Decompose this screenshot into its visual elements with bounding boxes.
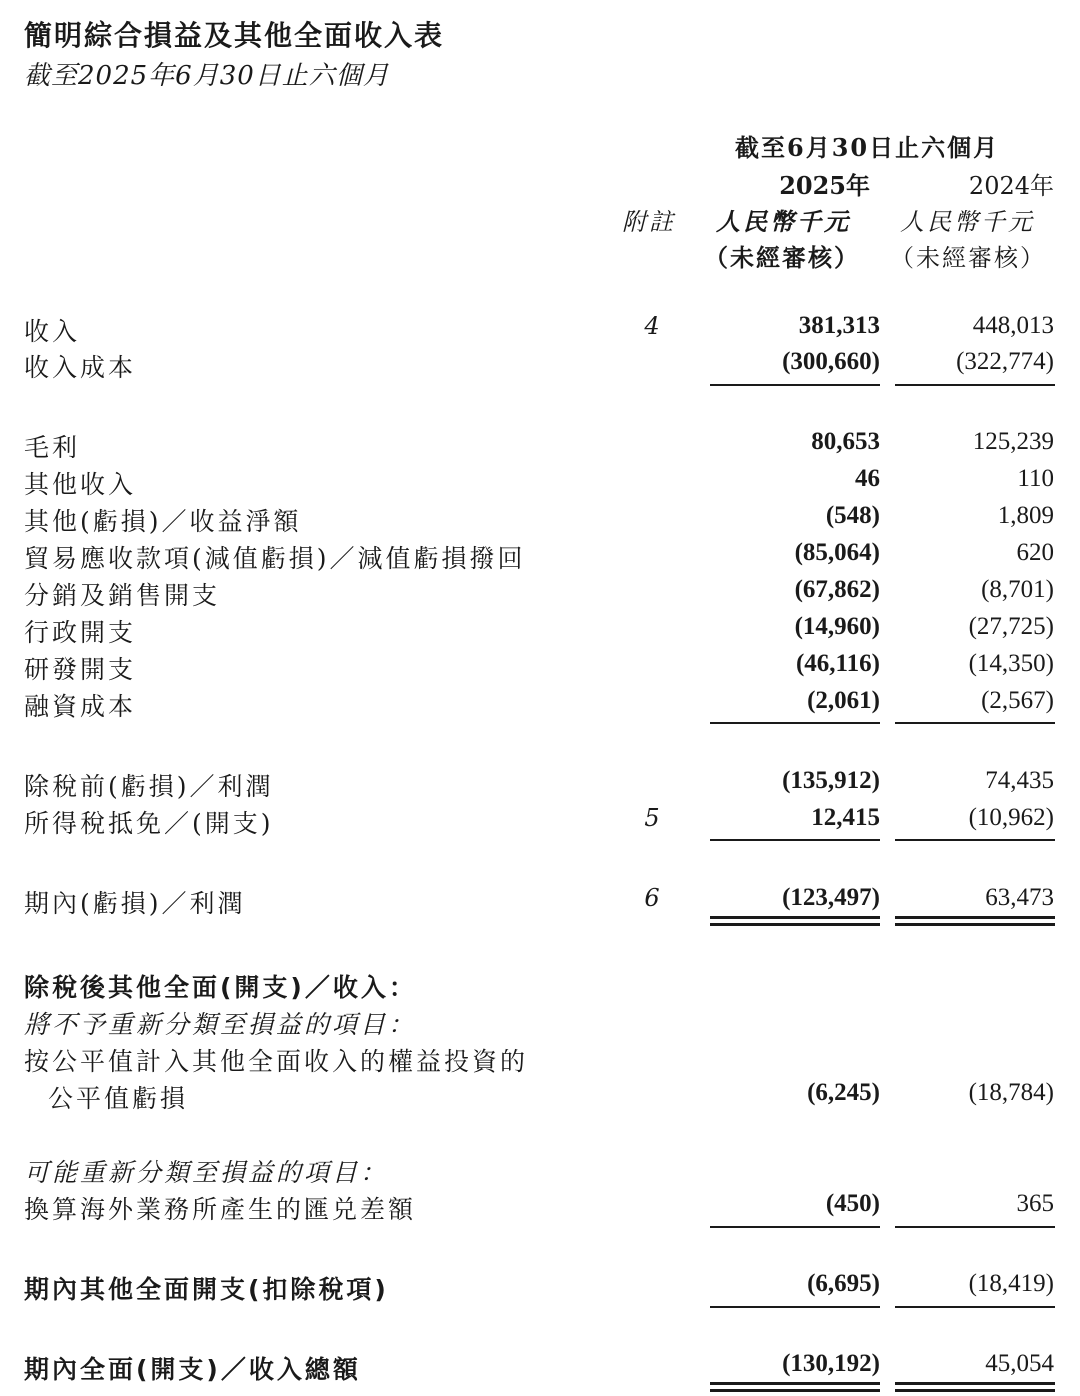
- row-admin-expenses: [0, 613, 1080, 649]
- value-2024: 1,809: [997, 502, 1054, 529]
- period-header: 截至6月30日止六個月: [735, 133, 1000, 162]
- row-label: 貿易應收款項(減值虧損)／減值虧損撥回: [24, 544, 526, 573]
- value-2025: (6,695): [807, 1270, 880, 1297]
- value-2024: (10,962): [968, 804, 1054, 831]
- row-fx-difference: [0, 1190, 1080, 1226]
- row-fvoci-line1: [0, 1042, 1080, 1078]
- subtotal-rule-2024: [895, 1306, 1055, 1308]
- row-other-income: [0, 465, 1080, 501]
- note-column-label: 附註: [622, 208, 676, 236]
- subtotal-rule-2024: [895, 839, 1055, 841]
- row-fvoci-loss: [0, 1079, 1080, 1115]
- statement-subtitle: 截至2025年6月30日止六個月: [24, 61, 390, 91]
- row-label: 研發開支: [24, 655, 137, 684]
- row-impairment: [0, 539, 1080, 575]
- value-2024: (18,419): [968, 1270, 1054, 1297]
- row-note: 6: [644, 884, 660, 912]
- value-2025: 46: [855, 465, 880, 492]
- value-2024: 448,013: [972, 312, 1054, 339]
- subtotal-rule-2025: [710, 839, 880, 841]
- row-label: 融資成本: [24, 692, 137, 721]
- row-oci-total: [0, 1270, 1080, 1306]
- value-2024: 74,435: [985, 767, 1054, 794]
- value-2024: 125,239: [972, 428, 1054, 455]
- value-2025: (123,497): [782, 884, 880, 911]
- row-cost-of-revenue: [0, 348, 1080, 384]
- subtotal-rule-2025: [710, 1306, 880, 1308]
- row-gross-profit: [0, 428, 1080, 464]
- row-oci-heading: [0, 968, 1080, 1004]
- row-total-comprehensive: [0, 1350, 1080, 1386]
- row-label: 公平值虧損: [48, 1084, 189, 1113]
- statement-title: 簡明綜合損益及其他全面收入表: [24, 19, 445, 52]
- value-2025: (85,064): [794, 539, 880, 566]
- value-2025: 381,313: [798, 312, 880, 339]
- row-finance-costs: [0, 687, 1080, 723]
- row-other-gains: [0, 502, 1080, 538]
- value-2025: 80,653: [811, 428, 880, 455]
- row-rnd-expenses: [0, 650, 1080, 686]
- subtotal-rule-2025: [710, 1226, 880, 1228]
- total-double-rule-2025: [710, 1382, 880, 1392]
- row-note: 5: [644, 804, 660, 832]
- row-reclassified-heading: [0, 1153, 1080, 1189]
- row-not-reclassified-heading: [0, 1005, 1080, 1041]
- total-double-rule-2024: [895, 916, 1055, 926]
- value-2024: 63,473: [985, 884, 1054, 911]
- value-2025: (14,960): [794, 613, 880, 640]
- value-2024: 45,054: [985, 1350, 1054, 1377]
- subtotal-rule-2025: [710, 384, 880, 386]
- value-2024: 110: [1017, 465, 1054, 492]
- row-label: 其他(虧損)／收益淨額: [24, 507, 302, 536]
- col-2024-year: 2024年: [968, 172, 1054, 200]
- row-label: 換算海外業務所產生的匯兑差額: [24, 1195, 417, 1224]
- row-revenue: [0, 312, 1080, 348]
- subtotal-rule-2024: [895, 722, 1055, 724]
- value-2024: (18,784): [968, 1079, 1054, 1106]
- row-label: 收入成本: [24, 353, 137, 382]
- value-2025: (2,061): [807, 687, 880, 714]
- subtotal-rule-2024: [895, 384, 1055, 386]
- value-2025: (6,245): [807, 1079, 880, 1106]
- row-label: 行政開支: [24, 618, 137, 647]
- value-2025: 12,415: [811, 804, 880, 831]
- col-2025-unit: 人民幣千元: [716, 207, 851, 236]
- row-label: 其他收入: [24, 470, 137, 499]
- row-label: 期內(虧損)／利潤: [24, 889, 246, 918]
- total-double-rule-2024: [895, 1382, 1055, 1392]
- row-label: 毛利: [24, 433, 81, 462]
- value-2024: (27,725): [968, 613, 1054, 640]
- value-2024: 620: [1016, 539, 1054, 566]
- row-label: 收入: [24, 317, 81, 346]
- value-2024: (322,774): [956, 348, 1054, 375]
- value-2025: (46,116): [795, 650, 880, 677]
- value-2025: (130,192): [782, 1350, 880, 1377]
- value-2024: (2,567): [981, 687, 1054, 714]
- value-2025: (450): [825, 1190, 880, 1217]
- subtotal-rule-2024: [895, 1226, 1055, 1228]
- row-label: 按公平值計入其他全面收入的權益投資的: [24, 1047, 529, 1076]
- row-label: 期內其他全面開支(扣除稅項): [24, 1275, 389, 1304]
- value-2025: (135,912): [782, 767, 880, 794]
- value-2024: (8,701): [981, 576, 1054, 603]
- value-2025: (300,660): [782, 348, 880, 375]
- value-2024: 365: [1016, 1190, 1054, 1217]
- subtotal-rule-2025: [710, 722, 880, 724]
- row-note: 4: [644, 312, 660, 340]
- total-double-rule-2025: [710, 916, 880, 926]
- subsection-heading: 將不予重新分類至損益的項目：: [24, 1010, 417, 1039]
- section-heading: 除稅後其他全面(開支)／收入：: [24, 973, 417, 1002]
- row-loss-for-period: [0, 884, 1080, 920]
- row-label: 所得稅抵免／(開支): [24, 809, 274, 838]
- col-2025-year: 2025年: [779, 171, 870, 200]
- value-2024: (14,350): [968, 650, 1054, 677]
- col-2024-audit: （未經審核）: [890, 244, 1046, 272]
- subsection-heading: 可能重新分類至損益的項目：: [24, 1158, 389, 1187]
- col-2025-audit: （未經審核）: [704, 243, 860, 272]
- col-2024-unit: 人民幣千元: [900, 208, 1035, 236]
- row-loss-before-tax: [0, 767, 1080, 803]
- value-2025: (67,862): [794, 576, 880, 603]
- row-label: 期內全面(開支)／收入總額: [24, 1355, 361, 1384]
- value-2025: (548): [825, 502, 880, 529]
- row-label: 分銷及銷售開支: [24, 581, 221, 610]
- row-income-tax: [0, 804, 1080, 840]
- row-label: 除稅前(虧損)／利潤: [24, 772, 274, 801]
- row-selling-expenses: [0, 576, 1080, 612]
